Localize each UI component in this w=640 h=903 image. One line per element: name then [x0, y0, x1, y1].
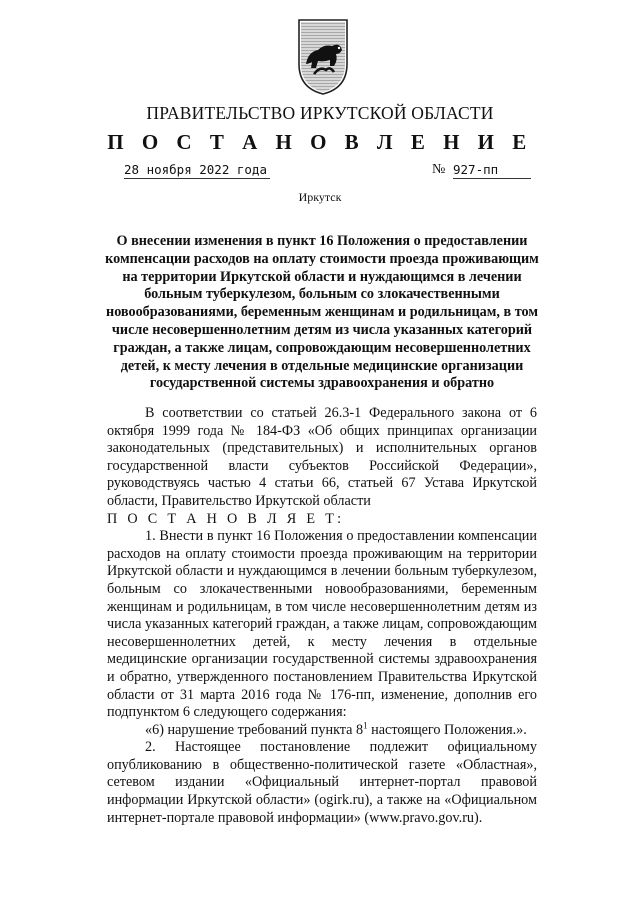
- resolves-heading: П О С Т А Н О В Л Я Е Т:: [107, 510, 345, 527]
- document-type: П О С Т А Н О В Л Е Н И Е: [107, 130, 533, 154]
- preamble-paragraph: В соответствии со статьей 26.3-1 Федерального закона от 6 октября 1999 года № 184-ФЗ «Об общих принципах организации законодательных (представительных) и исполнительных органов государственной власти субъектов Российской Федерации», руководствуясь частью 4 статьи 66, статьей 67 Устава Иркутской области, Правительство Иркутской области: [107, 405, 537, 509]
- number-sign: №: [432, 162, 446, 177]
- city-name: Иркутск: [298, 190, 342, 204]
- document-number: 927-пп: [453, 161, 531, 179]
- item-1-subpoint: [107, 719, 537, 740]
- subpoint-text-end: настоящего Положения.».: [367, 721, 527, 738]
- subpoint-text: «6) нарушение требований пункта 8: [145, 721, 364, 738]
- item-2-paragraph: 2. Настоящее постановление подлежит официальному опубликованию в общественно-политической газете «Областная», сетевом издании «Официальный интернет-портал правовой информации Иркутской области» (ogirk.ru), а также на «Официальном интернет-портале правовой информации» (www.pravo.gov.ru).: [107, 739, 537, 826]
- government-name: ПРАВИТЕЛЬСТВО ИРКУТСКОЙ ОБЛАСТИ: [146, 103, 494, 123]
- document-body: [107, 405, 537, 827]
- item-1-paragraph: 1. Внести в пункт 16 Положения о предоставлении компенсации расходов на оплату стоимости проезда проживающим на территории Иркутской области и нуждающимся в лечении больным туберкулезом, больным со злокачественными новообразованиями, беременным женщинам и родильницам, в том числе несовершеннолетним детям из числа указанных категорий граждан, а также лицам, сопровождающим несовершеннолетних детей, к месту лечения в отдельные медицинские организации государственной системы здравоохранения и обратно, утвержденного постановлением Правительства Иркутской области от 31 марта 2016 года № 176-пп, изменение, дополнив его подпунктом 6 следующего содержания:: [107, 528, 537, 721]
- document-title: О внесении изменения в пункт 16 Положения о предоставлении компенсации расходов на оплату стоимости проезда проживающим на территории Иркутской области и нуждающимся в лечении больным туберкулезом, больным со злокачественными новообразованиями, беременным женщинам и родильницам, в том числе несовершеннолетним детям из числа указанных категорий граждан, а также лицам, сопровождающим несовершеннолетних детей, к месту лечения в отдельные медицинские организации государственной системы здравоохранения и обратно: [105, 233, 539, 392]
- superscript-1: 1: [363, 719, 368, 730]
- document-date: 28 ноября 2022 года: [124, 161, 270, 179]
- irkutsk-coat-of-arms-icon: [296, 14, 350, 96]
